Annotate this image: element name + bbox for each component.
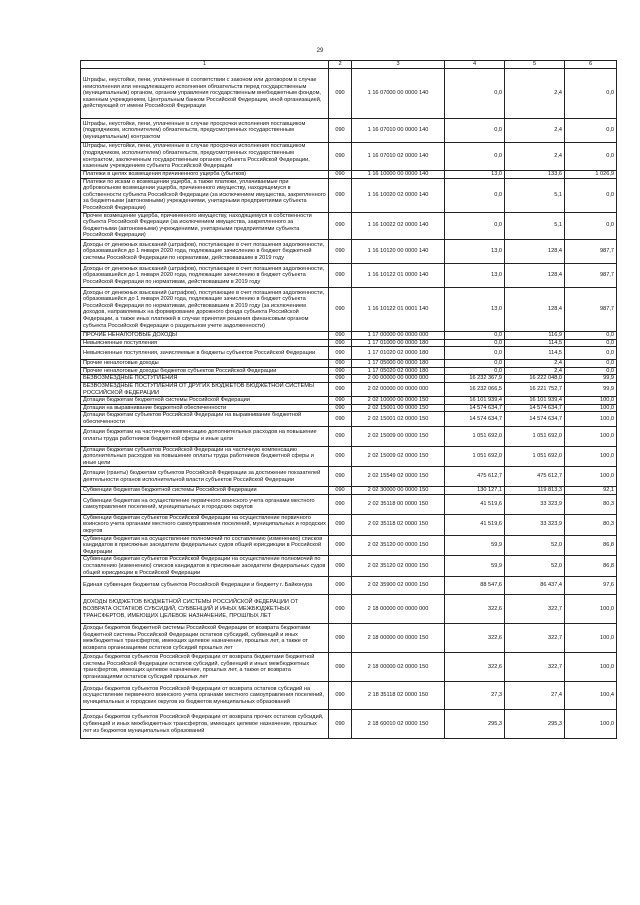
- table-row: [81, 212, 617, 239]
- percent-value-cell: 99,9: [565, 382, 617, 396]
- plan-value-cell: 0,0: [445, 360, 505, 368]
- table-row: [81, 412, 617, 426]
- column-header: 6: [565, 61, 617, 69]
- table-row: [81, 577, 617, 595]
- plan-value-cell: 41 519,6: [445, 494, 505, 514]
- row-name-cell: БЕЗВОЗМЕЗДНЫЕ ПОСТУПЛЕНИЯ ОТ ДРУГИХ БЮДЖЕТОВ БЮДЖЕТНОЙ СИСТЕМЫ РОССИЙСКОЙ ФЕДЕРАЦИИ: [81, 382, 329, 396]
- table-row: [81, 397, 617, 405]
- column-header: 5: [505, 61, 565, 69]
- kbk-code-cell: 2 02 00000 00 0000 000: [352, 382, 445, 396]
- kbk-code-cell: 2 18 00000 00 0000 000: [352, 595, 445, 624]
- admin-code-cell: 090: [329, 624, 352, 653]
- actual-value-cell: 295,3: [505, 710, 565, 739]
- admin-code-cell: 090: [329, 514, 352, 535]
- percent-value-cell: 86,8: [565, 556, 617, 577]
- kbk-code-cell: 2 02 15009 02 0000 150: [352, 446, 445, 467]
- table-row: [81, 331, 617, 339]
- admin-code-cell: 090: [329, 375, 352, 383]
- actual-value-cell: 2,4: [505, 367, 565, 375]
- table-row: [81, 263, 617, 287]
- kbk-code-cell: 1 17 00000 00 0000 000: [352, 331, 445, 339]
- table-row: [81, 347, 617, 360]
- admin-code-cell: 090: [329, 263, 352, 287]
- plan-value-cell: 16 232 066,5: [445, 382, 505, 396]
- percent-value-cell: 100,0: [565, 467, 617, 487]
- kbk-code-cell: 1 16 10122 01 0001 140: [352, 287, 445, 331]
- admin-code-cell: 090: [329, 494, 352, 514]
- plan-value-cell: 27,3: [445, 682, 505, 710]
- plan-value-cell: 0,0: [445, 331, 505, 339]
- actual-value-cell: 14 574 634,7: [505, 404, 565, 412]
- row-name-cell: Дотации на выравнивание бюджетной обеспеченности: [81, 404, 329, 412]
- admin-code-cell: 090: [329, 212, 352, 239]
- budget-revenue-table: [80, 60, 617, 739]
- admin-code-cell: 090: [329, 347, 352, 360]
- row-name-cell: Доходы бюджетов бюджетной системы Российской Федерации от возврата бюджетами бюджетной системы Российской Федерации остатков субсидий, субвенций и иных межбюджетных трансфертов, имеющих целевое назначение, прошлых лет, а также от возврата организациями остатков субсидий прошлых лет: [81, 624, 329, 653]
- kbk-code-cell: 1 17 01000 00 0000 180: [352, 339, 445, 347]
- admin-code-cell: 090: [329, 397, 352, 405]
- plan-value-cell: 0,0: [445, 143, 505, 171]
- actual-value-cell: 1 051 692,0: [505, 446, 565, 467]
- kbk-code-cell: 2 02 15001 00 0000 150: [352, 404, 445, 412]
- percent-value-cell: 100,0: [565, 653, 617, 682]
- plan-value-cell: 1 051 692,0: [445, 426, 505, 446]
- table-row: [81, 682, 617, 710]
- row-name-cell: Прочие неналоговые доходы: [81, 360, 329, 368]
- admin-code-cell: 090: [329, 653, 352, 682]
- percent-value-cell: 0,0: [565, 360, 617, 368]
- percent-value-cell: 0,0: [565, 178, 617, 212]
- kbk-code-cell: 1 16 07010 00 0000 140: [352, 119, 445, 143]
- row-name-cell: ДОХОДЫ БЮДЖЕТОВ БЮДЖЕТНОЙ СИСТЕМЫ РОССИЙСКОЙ ФЕДЕРАЦИИ ОТ ВОЗВРАТА ОСТАТКОВ СУБСИДИЙ, СУБВЕНЦИЙ И ИНЫХ МЕЖБЮДЖЕТНЫХ ТРАНСФЕРТОВ, ИМЕЮЩИХ ЦЕЛЕВОЕ НАЗНАЧЕНИЕ, ПРОШЛЫХ ЛЕТ: [81, 595, 329, 624]
- row-name-cell: Дотации бюджетам бюджетной системы Российской Федерации: [81, 397, 329, 405]
- row-name-cell: Платежи по искам о возмещении ущерба, а также платежи, уплачиваемые при добровольном возмещении ущерба, причиненного имуществу, находящемуся в собственности субъекта Российской Федерации (за исключением имущества, закрепленного за бюджетными (автономными) учреждениями, унитарными предприятиями субъекта Российской Федерации): [81, 178, 329, 212]
- percent-value-cell: 0,0: [565, 339, 617, 347]
- admin-code-cell: 090: [329, 595, 352, 624]
- admin-code-cell: 090: [329, 426, 352, 446]
- table-row: [81, 178, 617, 212]
- table-row: [81, 367, 617, 375]
- admin-code-cell: 090: [329, 367, 352, 375]
- actual-value-cell: 1 051 692,0: [505, 426, 565, 446]
- actual-value-cell: 119 813,3: [505, 487, 565, 495]
- actual-value-cell: 128,4: [505, 287, 565, 331]
- admin-code-cell: 090: [329, 412, 352, 426]
- row-name-cell: Субвенции бюджетам на осуществление первичного воинского учета органами местного самоуправления поселений, муниципальных и городских округов: [81, 494, 329, 514]
- plan-value-cell: 59,9: [445, 535, 505, 556]
- table-row: [81, 710, 617, 739]
- kbk-code-cell: 1 17 05000 00 0000 180: [352, 360, 445, 368]
- table-row: [81, 467, 617, 487]
- actual-value-cell: 322,7: [505, 595, 565, 624]
- percent-value-cell: 987,7: [565, 239, 617, 263]
- kbk-code-cell: 2 02 35900 02 0000 150: [352, 577, 445, 595]
- actual-value-cell: 114,5: [505, 339, 565, 347]
- kbk-code-cell: 1 16 07000 00 0000 140: [352, 69, 445, 119]
- actual-value-cell: 27,4: [505, 682, 565, 710]
- actual-value-cell: 2,4: [505, 360, 565, 368]
- percent-value-cell: 0,0: [565, 119, 617, 143]
- kbk-code-cell: 1 17 01020 02 0000 180: [352, 347, 445, 360]
- plan-value-cell: 0,0: [445, 339, 505, 347]
- kbk-code-cell: 2 02 35120 00 0000 150: [352, 535, 445, 556]
- actual-value-cell: 114,5: [505, 347, 565, 360]
- percent-value-cell: 100,0: [565, 624, 617, 653]
- table-row: [81, 171, 617, 179]
- admin-code-cell: 090: [329, 556, 352, 577]
- plan-value-cell: 0,0: [445, 347, 505, 360]
- plan-value-cell: 13,0: [445, 239, 505, 263]
- actual-value-cell: 2,4: [505, 143, 565, 171]
- plan-value-cell: 13,0: [445, 287, 505, 331]
- actual-value-cell: 133,6: [505, 171, 565, 179]
- actual-value-cell: 2,4: [505, 69, 565, 119]
- table-row: [81, 494, 617, 514]
- percent-value-cell: 92,1: [565, 487, 617, 495]
- kbk-code-cell: 2 18 00000 00 0000 150: [352, 624, 445, 653]
- actual-value-cell: 33 323,9: [505, 514, 565, 535]
- table-row: [81, 404, 617, 412]
- plan-value-cell: 14 574 634,7: [445, 412, 505, 426]
- row-name-cell: Штрафы, неустойки, пени, уплаченные в соответствии с законом или договором в случае неисполнения или ненадлежащего исполнения обязательств перед государственным (муниципальным) органом, органом управления государственным внебюджетным фондом, казенным учреждением, Центральным банком Российской Федерации, иной организацией, действующей от имени Российской Федерации: [81, 69, 329, 119]
- kbk-code-cell: 2 18 60010 02 0000 150: [352, 710, 445, 739]
- table-row: [81, 143, 617, 171]
- percent-value-cell: 97,6: [565, 577, 617, 595]
- kbk-code-cell: 2 02 15009 00 0000 150: [352, 426, 445, 446]
- plan-value-cell: 0,0: [445, 178, 505, 212]
- actual-value-cell: 14 574 634,7: [505, 412, 565, 426]
- row-name-cell: БЕЗВОЗМЕЗДНЫЕ ПОСТУПЛЕНИЯ: [81, 375, 329, 383]
- plan-value-cell: 475 612,7: [445, 467, 505, 487]
- actual-value-cell: 52,0: [505, 535, 565, 556]
- row-name-cell: Штрафы, неустойки, пени, уплаченные в случае просрочки исполнения поставщиком (подрядчиком, исполнителем) обязательств, предусмотренных государственным (муниципальным) контрактом: [81, 119, 329, 143]
- actual-value-cell: 16 101 939,4: [505, 397, 565, 405]
- table-row: [81, 69, 617, 119]
- table-row: [81, 375, 617, 383]
- kbk-code-cell: 2 02 15549 02 0000 150: [352, 467, 445, 487]
- plan-value-cell: 16 101 939,4: [445, 397, 505, 405]
- admin-code-cell: 090: [329, 710, 352, 739]
- kbk-code-cell: 1 16 10000 00 0000 140: [352, 171, 445, 179]
- table-row: [81, 595, 617, 624]
- table-row: [81, 287, 617, 331]
- row-name-cell: Невыясненные поступления: [81, 339, 329, 347]
- kbk-code-cell: 1 16 10020 02 0000 140: [352, 178, 445, 212]
- table-row: [81, 487, 617, 495]
- plan-value-cell: 0,0: [445, 119, 505, 143]
- percent-value-cell: 987,7: [565, 287, 617, 331]
- row-name-cell: Невыясненные поступления, зачисляемые в бюджеты субъектов Российской Федерации: [81, 347, 329, 360]
- percent-value-cell: 80,3: [565, 494, 617, 514]
- column-number-row: [81, 61, 617, 69]
- row-name-cell: ПРОЧИЕ НЕНАЛОГОВЫЕ ДОХОДЫ: [81, 331, 329, 339]
- admin-code-cell: 090: [329, 143, 352, 171]
- table-row: [81, 360, 617, 368]
- percent-value-cell: 100,0: [565, 446, 617, 467]
- percent-value-cell: 0,0: [565, 347, 617, 360]
- kbk-code-cell: 2 02 10000 00 0000 150: [352, 397, 445, 405]
- column-header: 1: [81, 61, 329, 69]
- plan-value-cell: 88 547,6: [445, 577, 505, 595]
- plan-value-cell: 322,6: [445, 595, 505, 624]
- percent-value-cell: 100,0: [565, 595, 617, 624]
- table-row: [81, 556, 617, 577]
- row-name-cell: Субвенции бюджетам бюджетной системы Российской Федерации: [81, 487, 329, 495]
- row-name-cell: Доходы бюджетов субъектов Российской Федерации от возврата бюджетами бюджетной системы Российской Федерации остатков субсидий, субвенций и иных межбюджетных трансфертов, имеющих целевое назначение, прошлых лет, а также от возврата организациями остатков субсидий прошлых лет: [81, 653, 329, 682]
- admin-code-cell: 090: [329, 119, 352, 143]
- percent-value-cell: 100,0: [565, 426, 617, 446]
- percent-value-cell: 100,0: [565, 397, 617, 405]
- plan-value-cell: 59,9: [445, 556, 505, 577]
- column-header: 2: [329, 61, 352, 69]
- table-row: [81, 446, 617, 467]
- actual-value-cell: 5,1: [505, 212, 565, 239]
- admin-code-cell: 090: [329, 382, 352, 396]
- actual-value-cell: 128,4: [505, 239, 565, 263]
- row-name-cell: Доходы от денежных взысканий (штрафов), поступающие в счет погашения задолженности, образовавшейся до 1 января 2020 года, подлежащие зачислению в бюджет бюджетной системы Российской Федерации по нормативам, действовавшим в 2019 году: [81, 239, 329, 263]
- admin-code-cell: 090: [329, 239, 352, 263]
- percent-value-cell: 100,4: [565, 682, 617, 710]
- admin-code-cell: 090: [329, 339, 352, 347]
- plan-value-cell: 14 574 634,7: [445, 404, 505, 412]
- plan-value-cell: 322,6: [445, 653, 505, 682]
- percent-value-cell: 987,7: [565, 263, 617, 287]
- actual-value-cell: 86 437,4: [505, 577, 565, 595]
- row-name-cell: Доходы от денежных взысканий (штрафов), поступающие в счет погашения задолженности, образовавшейся до 1 января 2020 года, подлежащие зачислению в бюджет субъекта Российской Федерации по нормативам, действовавшим в 2019 году: [81, 263, 329, 287]
- actual-value-cell: 322,7: [505, 624, 565, 653]
- plan-value-cell: 130 127,1: [445, 487, 505, 495]
- percent-value-cell: 0,0: [565, 367, 617, 375]
- admin-code-cell: 090: [329, 287, 352, 331]
- row-name-cell: Дотации бюджетам субъектов Российской Федерации на выравнивание бюджетной обеспеченности: [81, 412, 329, 426]
- plan-value-cell: 0,0: [445, 69, 505, 119]
- kbk-code-cell: 1 16 10120 00 0000 140: [352, 239, 445, 263]
- percent-value-cell: 100,0: [565, 412, 617, 426]
- kbk-code-cell: 2 18 35118 02 0000 150: [352, 682, 445, 710]
- table-row: [81, 535, 617, 556]
- actual-value-cell: 16 221 752,7: [505, 382, 565, 396]
- row-name-cell: Единая субвенция бюджетам субъектов Российской Федерации и бюджету г. Байконура: [81, 577, 329, 595]
- kbk-code-cell: 2 02 35120 02 0000 150: [352, 556, 445, 577]
- plan-value-cell: 1 051 692,0: [445, 446, 505, 467]
- percent-value-cell: 100,0: [565, 710, 617, 739]
- table-row: [81, 514, 617, 535]
- admin-code-cell: 090: [329, 331, 352, 339]
- kbk-code-cell: 1 17 05020 02 0000 180: [352, 367, 445, 375]
- kbk-code-cell: 1 16 07010 02 0000 140: [352, 143, 445, 171]
- column-header: 4: [445, 61, 505, 69]
- row-name-cell: Дотации бюджетам на частичную компенсацию дополнительных расходов на повышение оплаты труда работников бюджетной сферы и иные цели: [81, 426, 329, 446]
- plan-value-cell: 0,0: [445, 367, 505, 375]
- table-row: [81, 653, 617, 682]
- percent-value-cell: 86,8: [565, 535, 617, 556]
- row-name-cell: Штрафы, неустойки, пени, уплаченные в случае просрочки исполнения поставщиком (подрядчиком, исполнителем) обязательств, предусмотренных государственным контрактом, заключенным государственным органом субъекта Российской Федерации, казенным учреждением субъекта Российской Федерации: [81, 143, 329, 171]
- actual-value-cell: 16 222 048,0: [505, 375, 565, 383]
- actual-value-cell: 322,7: [505, 653, 565, 682]
- admin-code-cell: 090: [329, 360, 352, 368]
- admin-code-cell: 090: [329, 178, 352, 212]
- row-name-cell: Прочие неналоговые доходы бюджетов субъектов Российской Федерации: [81, 367, 329, 375]
- kbk-code-cell: 1 16 10022 02 0000 140: [352, 212, 445, 239]
- plan-value-cell: 41 519,6: [445, 514, 505, 535]
- actual-value-cell: 128,4: [505, 263, 565, 287]
- table-row: [81, 624, 617, 653]
- actual-value-cell: 475 612,7: [505, 467, 565, 487]
- admin-code-cell: 090: [329, 577, 352, 595]
- column-header: 3: [352, 61, 445, 69]
- actual-value-cell: 52,0: [505, 556, 565, 577]
- row-name-cell: Субвенции бюджетам на осуществление полномочий по составлению (изменению) списков кандидатов в присяжные заседатели федеральных судов общей юрисдикции в Российской Федерации: [81, 535, 329, 556]
- percent-value-cell: 80,3: [565, 514, 617, 535]
- admin-code-cell: 090: [329, 535, 352, 556]
- plan-value-cell: 13,0: [445, 263, 505, 287]
- actual-value-cell: 116,9: [505, 331, 565, 339]
- kbk-code-cell: 2 02 15001 02 0000 150: [352, 412, 445, 426]
- actual-value-cell: 5,1: [505, 178, 565, 212]
- percent-value-cell: 0,0: [565, 69, 617, 119]
- kbk-code-cell: 2 00 00000 00 0000 000: [352, 375, 445, 383]
- row-name-cell: Субвенции бюджетам субъектов Российской Федерации на осуществление первичного воинского учета органами местного самоуправления поселений, муниципальных и городских округов: [81, 514, 329, 535]
- table-row: [81, 119, 617, 143]
- admin-code-cell: 090: [329, 467, 352, 487]
- percent-value-cell: 0,0: [565, 331, 617, 339]
- page-number: 29: [316, 48, 324, 54]
- plan-value-cell: 16 232 367,9: [445, 375, 505, 383]
- plan-value-cell: 0,0: [445, 212, 505, 239]
- percent-value-cell: 99,9: [565, 375, 617, 383]
- row-name-cell: Доходы бюджетов субъектов Российской Федерации от возврата прочих остатков субсидий, субвенций и иных межбюджетных трансфертов, имеющих целевое назначение, прошлых лет из бюджетов муниципальных образований: [81, 710, 329, 739]
- kbk-code-cell: 2 02 35118 00 0000 150: [352, 494, 445, 514]
- percent-value-cell: 1 026,9: [565, 171, 617, 179]
- row-name-cell: Доходы бюджетов субъектов Российской Федерации от возврата остатков субсидий на осуществление первичного воинского учета органами местного самоуправления поселений, муниципальных и городских округов из бюджетов муниципальных образований: [81, 682, 329, 710]
- actual-value-cell: 2,4: [505, 119, 565, 143]
- table-row: [81, 426, 617, 446]
- table-row: [81, 239, 617, 263]
- admin-code-cell: 090: [329, 487, 352, 495]
- plan-value-cell: 322,6: [445, 624, 505, 653]
- percent-value-cell: 0,0: [565, 143, 617, 171]
- actual-value-cell: 33 323,9: [505, 494, 565, 514]
- row-name-cell: Дотации (гранты) бюджетам субъектов Российской Федерации за достижение показателей деятельности органов исполнительной власти субъектов Российской Федерации: [81, 467, 329, 487]
- percent-value-cell: 0,0: [565, 212, 617, 239]
- table-row: [81, 382, 617, 396]
- admin-code-cell: 090: [329, 682, 352, 710]
- kbk-code-cell: 1 16 10122 01 0000 140: [352, 263, 445, 287]
- admin-code-cell: 090: [329, 446, 352, 467]
- percent-value-cell: 100,0: [565, 404, 617, 412]
- row-name-cell: Прочее возмещение ущерба, причиненного имуществу, находящемуся в собственности субъекта Российской Федерации (за исключением имущества, закрепленного за бюджетными (автономными) учреждениями, унитарными предприятиями субъекта Российской Федерации): [81, 212, 329, 239]
- row-name-cell: Субвенции бюджетам субъектов Российской Федерации на осуществление полномочий по составлению (изменению) списков кандидатов в присяжные заседатели федеральных судов общей юрисдикции в Российской Федерации: [81, 556, 329, 577]
- kbk-code-cell: 2 18 00000 02 0000 150: [352, 653, 445, 682]
- plan-value-cell: 295,3: [445, 710, 505, 739]
- admin-code-cell: 090: [329, 69, 352, 119]
- row-name-cell: Дотации бюджетам субъектов Российской Федерации на частичную компенсацию дополнительных расходов на повышение оплаты труда работников бюджетной сферы и иные цели: [81, 446, 329, 467]
- row-name-cell: Доходы от денежных взысканий (штрафов), поступающие в счет погашения задолженности, образовавшейся до 1 января 2020 года, подлежащие зачислению в бюджет субъекта Российской Федерации по нормативам, действовавшим в 2019 году (за исключением доходов, направляемых на формирование дорожного фонда субъекта Российской Федерации, а также иных платежей в случае принятия решения финансовым органом субъекта Российской Федерации о раздельном учете задолженности): [81, 287, 329, 331]
- kbk-code-cell: 2 02 35118 02 0000 150: [352, 514, 445, 535]
- row-name-cell: Платежи в целях возмещения причиненного ущерба (убытков): [81, 171, 329, 179]
- table-row: [81, 339, 617, 347]
- admin-code-cell: 090: [329, 404, 352, 412]
- admin-code-cell: 090: [329, 171, 352, 179]
- plan-value-cell: 13,0: [445, 171, 505, 179]
- kbk-code-cell: 2 02 30000 00 0000 150: [352, 487, 445, 495]
